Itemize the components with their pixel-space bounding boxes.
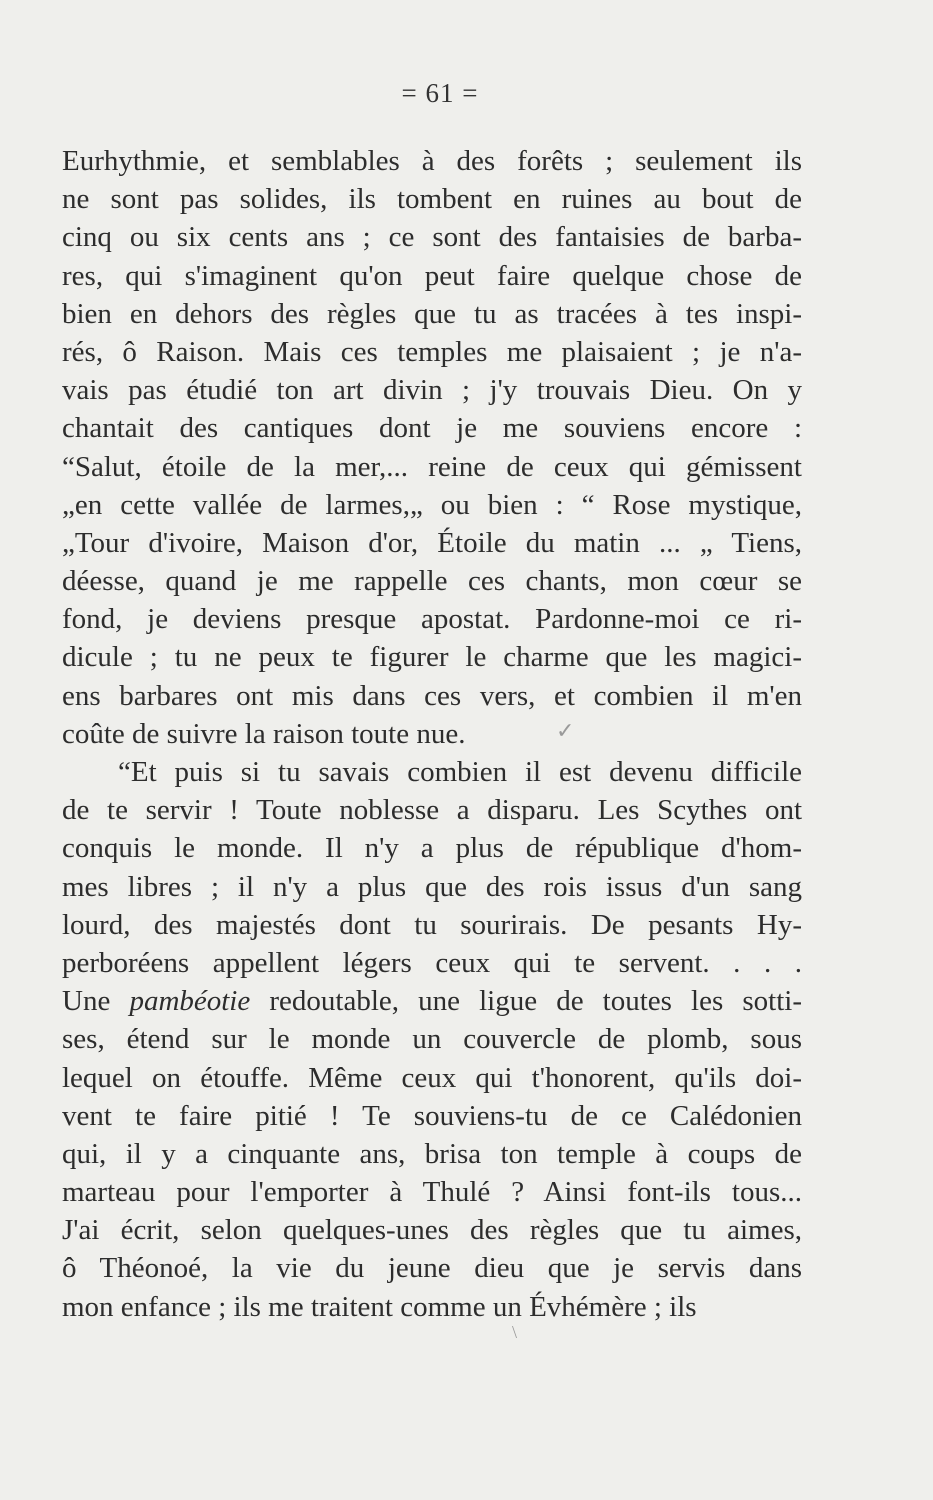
margin-pencil-mark: \ — [512, 1322, 518, 1342]
text-line: vais pas étudié ton art divin ; j'y trouvais Dieu. On y — [62, 374, 802, 407]
margin-check-mark: ✓ — [556, 718, 575, 743]
text-line: ô Théonoé, la vie du jeune dieu que je servis dans — [62, 1252, 802, 1285]
text-line: „en cette vallée de larmes,„ ou bien : “ Rose mystique, — [62, 488, 802, 521]
text-line: vent te faire pitié ! Te souviens-tu de ce Calédonien — [62, 1099, 802, 1132]
text-line: cinq ou six cents ans ; ce sont des fantaisies de barba- — [62, 221, 802, 254]
paragraph — [62, 142, 802, 753]
text-line: “Et puis si tu savais combien il est devenu difficile — [118, 756, 802, 788]
text-line: fond, je deviens presque apostat. Pardonne-moi ce ri- — [62, 603, 802, 636]
text-line: ne sont pas solides, ils tombent en ruines au bout de — [62, 183, 802, 216]
text-line: J'ai écrit, selon quelques-unes des règles que tu aimes, — [62, 1214, 802, 1247]
text-line: coûte de suivre la raison toute nue. — [62, 717, 466, 750]
text-line: perboréens appellent légers ceux qui te servent. . . . — [62, 946, 802, 979]
text-line: chantait des cantiques dont je me souviens encore : — [62, 412, 802, 445]
text-line: ens barbares ont mis dans ces vers, et combien il m'en — [62, 679, 802, 712]
text-line: qui, il y a cinquante ans, brisa ton temple à coups de — [62, 1137, 802, 1170]
text-line: dicule ; tu ne peux te figurer le charme que les magici- — [62, 641, 802, 674]
text-line: bien en dehors des règles que tu as tracées à tes inspi- — [62, 297, 802, 330]
text-line: lourd, des majestés dont tu sourirais. De pesants Hy- — [62, 908, 802, 941]
text-line: ses, étend sur le monde un couvercle de plomb, sous — [62, 1023, 802, 1056]
text-line: res, qui s'imaginent qu'on peut faire quelque chose de — [62, 259, 802, 292]
text-line: déesse, quand je me rappelle ces chants, mon cœur se — [62, 565, 802, 598]
page-number: = 61 = — [401, 78, 479, 108]
text-line: marteau pour l'emporter à Thulé ? Ainsi font-ils tous... — [62, 1176, 802, 1209]
text-line: mon enfance ; ils me traitent comme un Évhémère ; ils — [62, 1290, 697, 1323]
paragraph — [62, 753, 802, 1326]
text-line: „Tour d'ivoire, Maison d'or, Étoile du matin ... „ Tiens, — [62, 526, 802, 559]
text-line: mes libres ; il n'y a plus que des rois issus d'un sang — [62, 870, 802, 903]
text-line: lequel on étouffe. Même ceux qui t'honorent, qu'ils doi- — [62, 1061, 802, 1094]
text-line: conquis le monde. Il n'y a plus de république d'hom- — [62, 832, 802, 865]
text-line: Une pambéotie redoutable, une ligue de toutes les sotti- — [62, 985, 802, 1018]
body-text — [62, 142, 802, 1326]
text-line: rés, ô Raison. Mais ces temples me plaisaient ; je n'a- — [62, 335, 802, 368]
text-line: “Salut, étoile de la mer,... reine de ceux qui gémissent — [62, 450, 802, 483]
text-line: Eurhythmie, et semblables à des forêts ; seulement ils — [62, 145, 802, 177]
text-line: de te servir ! Toute noblesse a disparu. Les Scythes ont — [62, 794, 802, 827]
